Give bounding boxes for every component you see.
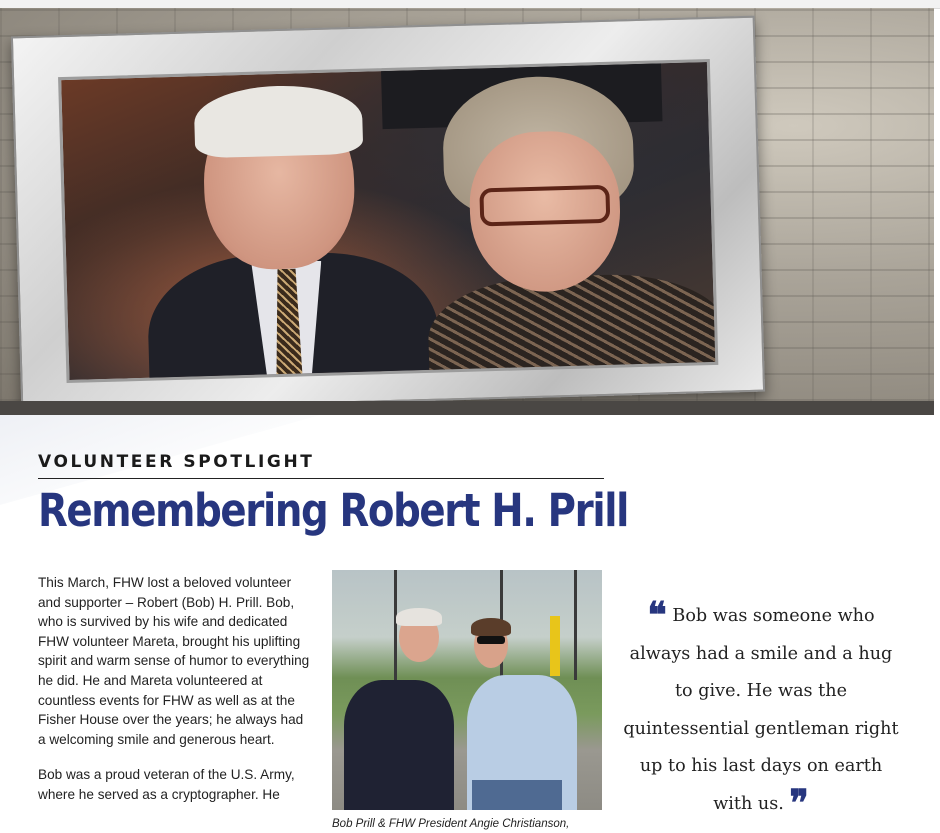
- hero-bottom-strip: [0, 401, 934, 415]
- photo-person-bob: [344, 680, 454, 810]
- article-body: [38, 573, 314, 821]
- hero-image: [0, 8, 934, 401]
- body-paragraph: Bob was a proud veteran of the U.S. Army, where he served as a cryptographer. He: [38, 767, 295, 802]
- close-quote-icon: ❞: [789, 781, 809, 824]
- open-quote-icon: ❝: [647, 594, 667, 636]
- photo-caption: Bob Prill & FHW President Angie Christianson,: [332, 818, 570, 830]
- framed-photo: [58, 59, 718, 383]
- yellow-post: [550, 616, 560, 676]
- inset-photo: [332, 570, 602, 810]
- body-paragraph: This March, FHW lost a beloved volunteer and supporter – Robert (Bob) H. Prill. Bob, who is survived by his wife and dedicated FHW volunteer Mareta, brought his uplifting spirit and warm sense of humor to everything he did. He and Mareta volunteered at countless events for FHW as well as at the Fisher House over the years; he always had a welcoming smile and generous heart.: [38, 575, 310, 747]
- article-headline: Remembering Robert H. Prill: [38, 484, 629, 537]
- picture-frame: [11, 16, 765, 401]
- pull-quote: [622, 594, 900, 824]
- pull-quote-text: Bob was someone who always had a smile and a hug to give. He was the quintessential gentleman right up to his last days on earth with us.: [623, 606, 899, 814]
- photo-man: [142, 89, 451, 383]
- section-kicker: VOLUNTEER SPOTLIGHT: [38, 452, 604, 479]
- photo-woman: [421, 72, 718, 383]
